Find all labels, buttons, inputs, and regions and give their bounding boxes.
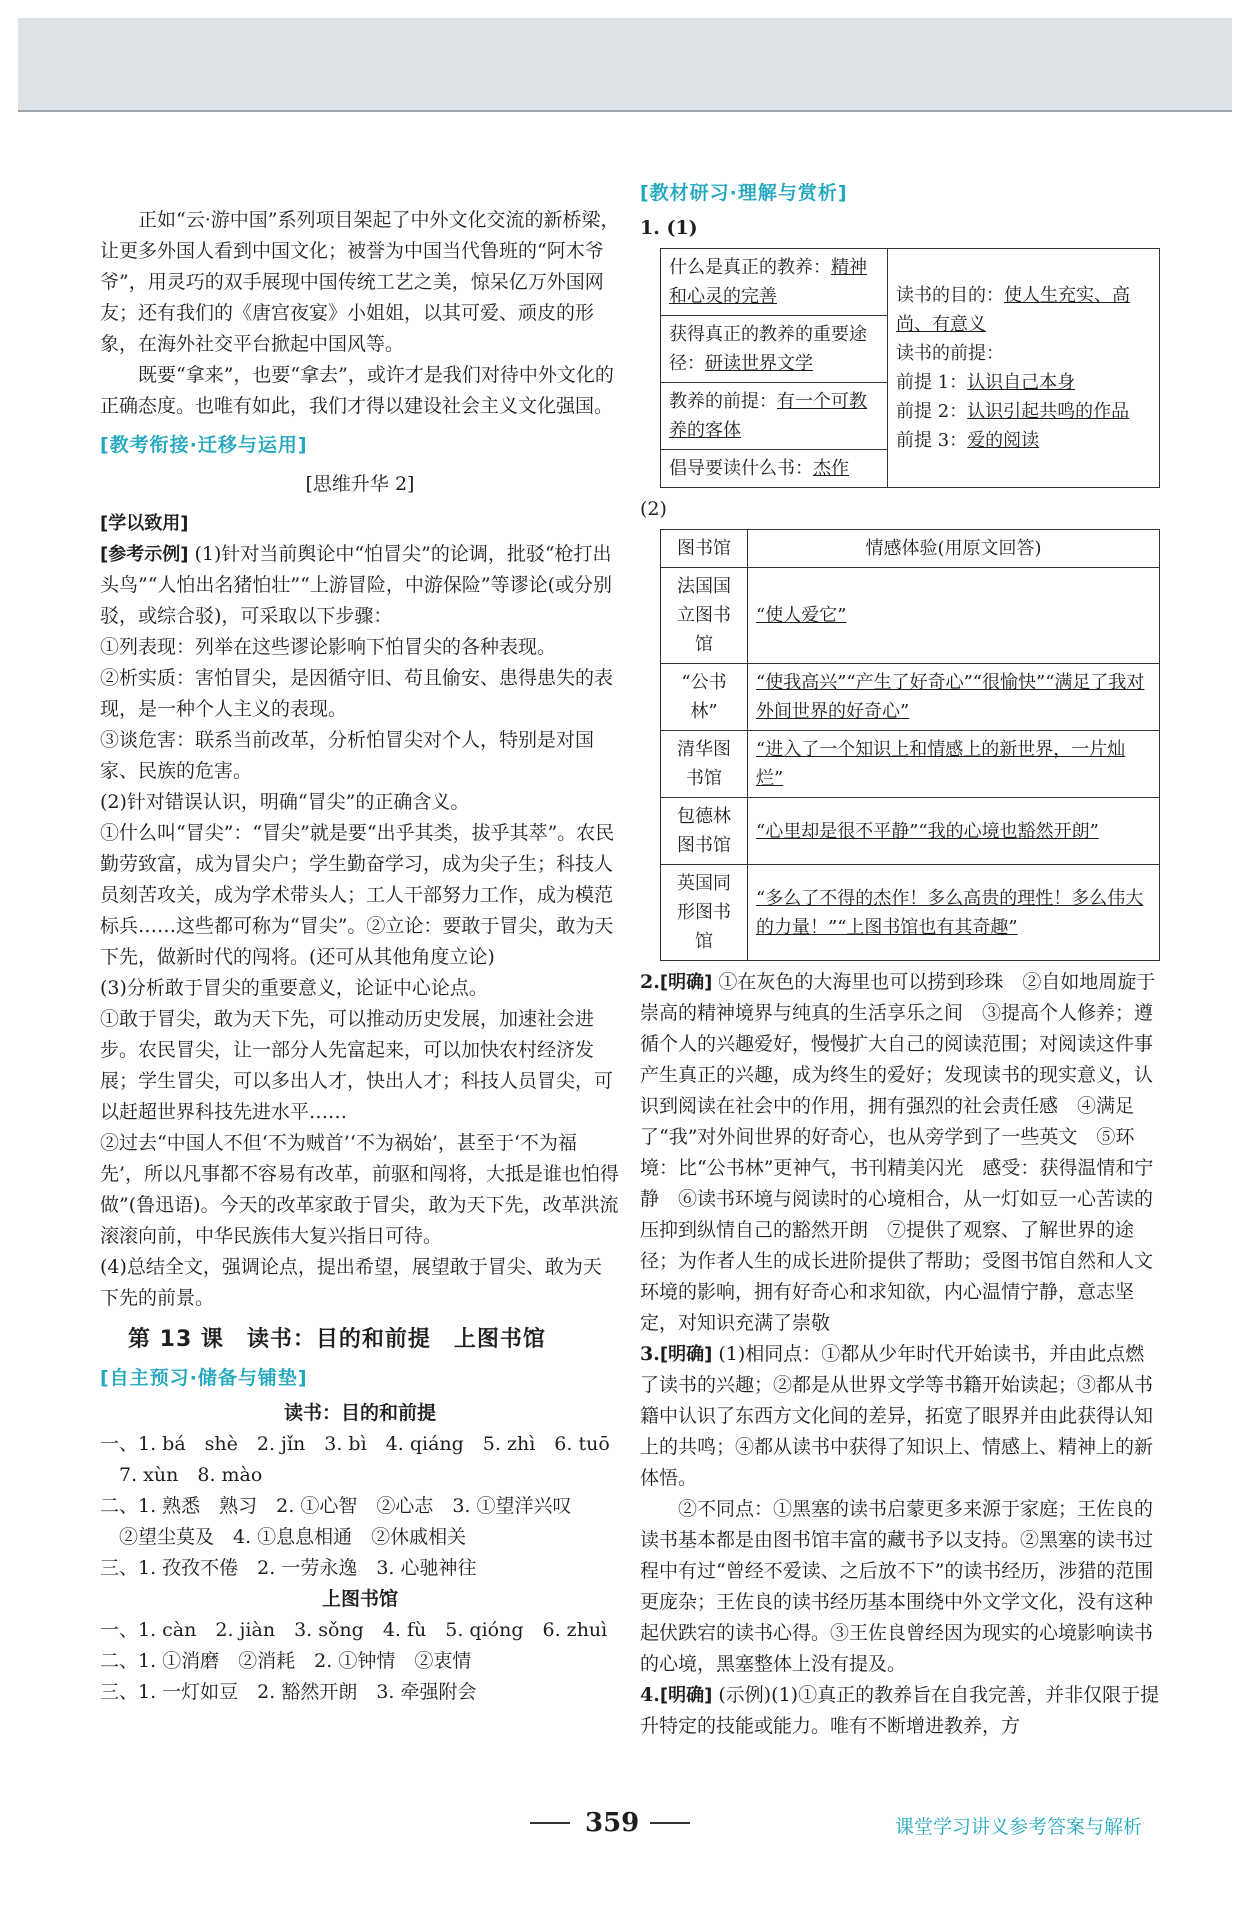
answer-line: ①敢于冒尖，敢为天下先，可以推动历史发展，加速社会进步。农民冒尖，让一部分人先富起来，可以加快农村经济发展；学生冒尖，可以多出人才，快出人才；科技人员冒尖，可以赶超世界科技先进水平…… (100, 1008, 614, 1123)
top-rule (18, 110, 1232, 112)
left-column (100, 205, 620, 1708)
lesson-title: 第 13 课 读书：目的和前提 上图书馆 (128, 1327, 546, 1352)
prep-line: 二、1. 熟悉 熟习 2. ①心智 ②心志 3. ①望洋兴叹 (100, 1495, 572, 1517)
prep-line: 三、1. 一灯如豆 2. 豁然开朗 3. 牵强附会 (100, 1681, 477, 1703)
section-heading: [教考衔接·迁移与运用] (100, 434, 308, 456)
question-label: 1. (1) (640, 217, 698, 239)
answer-line: ①列表现：列举在这些谬论影响下怕冒尖的各种表现。 (100, 636, 557, 658)
top-band (18, 18, 1232, 110)
table-row: 法国国立图书馆 “使人爱它” (661, 568, 1160, 664)
answer-line: (4)总结全文，强调论点，提出希望，展望敢于冒尖、敢为天下先的前景。 (100, 1256, 602, 1309)
prep-line: 二、1. ①消磨 ②消耗 2. ①钟情 ②衷情 (100, 1650, 472, 1672)
prep-line: 三、1. 孜孜不倦 2. 一劳永逸 3. 心驰神往 (100, 1557, 477, 1579)
question-label: (2) (640, 498, 667, 520)
table-cell: 倡导要读什么书：杰作 (661, 450, 888, 488)
book-title: 课堂学习讲义参考答案与解析 (895, 1816, 1143, 1838)
table-cell: 获得真正的教养的重要途径：研读世界文学 (661, 316, 888, 383)
sub-heading: [思维升华 2] (305, 473, 415, 495)
right-column (640, 170, 1160, 1742)
answer-4: 4.[明确] (示例)(1)①真正的教养旨在自我完善，并非仅限于提升特定的技能或能力。唯有不断增进教养，方 (640, 1684, 1160, 1737)
table-header: 情感体验(用原文回答) (748, 530, 1160, 568)
answer-line: (2)针对错误认识，明确“冒尖”的正确含义。 (100, 791, 470, 813)
prep-line: 一、1. càn 2. jiàn 3. sǒng 4. fù 5. qióng 6. zhuì (100, 1619, 608, 1641)
prep-line: ②望尘莫及 4. ①息息相通 ②休戚相关 (100, 1526, 467, 1548)
answer-3-part2: ②不同点：①黑塞的读书启蒙更多来源于家庭；王佐良的读书基本都是由图书馆丰富的藏书予以支持。②黑塞的读书过程中有过“曾经不爱读、之后放不下”的读书经历，涉猎的范围更庞杂；王佐良的读书经历基本围绕中外文学文化，没有这种起伏跌宕的读书心得。③王佐良曾经因为现实的心境影响读书的心境，黑塞整体上没有提及。 (640, 1498, 1154, 1675)
footer-dash (650, 1822, 690, 1824)
answer-line: ②析实质：害怕冒尖，是因循守旧、苟且偷安、患得患失的表现，是一种个人主义的表现。 (100, 667, 614, 720)
intro-paragraph: 既要“拿来”，也要“拿去”，或许才是我们对待中外文化的正确态度。也唯有如此，我们才得以建设社会主义文化强国。 (100, 364, 614, 417)
table-cell: 读书的目的：使人生充实、高尚、有意义 读书的前提： 前提 1：认识自己本身 前提 2：认识引起共鸣的作品 前提 3：爱的阅读 (888, 249, 1160, 488)
table-header: 图书馆 (661, 530, 748, 568)
answer-2: 2.[明确] ①在灰色的大海里也可以捞到珍珠 ②自如地周旋于崇高的精神境界与纯真的生活享乐之间 ③提高个人修养；遵循个人的兴趣爱好，慢慢扩大自己的阅读范围；对阅读这件事产生真正的兴趣，成为终生的爱好；发现读书的现实意义，认识到阅读在社会中的作用，拥有强烈的社会责任感 ④满足了“我”对外间世界的好奇心，也从旁学到了一些英文 ⑤环境：比“公书林”更神气，书刊精美闪光 感受：获得温情和宁静 ⑥读书环境与阅读时的心境相合，从一灯如豆一心苦读的压抑到纵情自己的豁然开朗 ⑦提供了观察、了解世界的途径；为作者人生的成长进阶提供了帮助；受图书馆自然和人文环境的影响，拥有好奇心和求知欲，内心温情宁静，意志坚定，对知识充满了崇敬 (640, 971, 1156, 1334)
section-heading: [教材研习·理解与赏析] (640, 182, 848, 204)
table-row: 清华图书馆 “进入了一个知识上和情感上的新世界，一片灿烂” (661, 731, 1160, 798)
reference-tag: [参考示例] (100, 544, 189, 565)
prep-line: 一、1. bá shè 2. jǐn 3. bì 4. qiáng 5. zhì 6. tuō (100, 1433, 610, 1455)
reading-purpose-table (660, 248, 1160, 488)
answer-line: ①什么叫“冒尖”：“冒尖”就是要“出乎其类，拔乎其萃”。农民勤劳致富，成为冒尖户；学生勤奋学习，成为尖子生；科技人员刻苦攻关，成为学术带头人；工人干部努力工作，成为模范标兵……这些都可称为“冒尖”。②立论：要敢于冒尖，敢为天下先，做新时代的闯将。(还可从其他角度立论) (100, 822, 615, 968)
sub-heading: 读书：目的和前提 (283, 1402, 436, 1424)
answer-3: 3.[明确] (1)相同点：①都从少年时代开始读书，并由此点燃了读书的兴趣；②都是从世界文学等书籍开始读起；③都从书籍中认识了东西方文化间的差异，拓宽了眼界并由此获得认知上的共鸣；④都从读书中获得了知识上、情感上、精神上的新体悟。 (640, 1343, 1154, 1489)
intro-paragraph: 正如“云·游中国”系列项目架起了中外文化交流的新桥梁，让更多外国人看到中国文化；被誉为中国当代鲁班的“阿木爷爷”，用灵巧的双手展现中国传统工艺之美，惊呆亿万外国网友；还有我们的《唐宫夜宴》小姐姐，以其可爱、顽皮的形象，在海外社交平台掀起中国风等。 (100, 209, 620, 355)
table-row: 英国同形图书馆 “多么了不得的杰作！多么高贵的理性！多么伟大的力量！”“上图书馆也有其奇趣” (661, 865, 1160, 961)
footer-dash (530, 1822, 570, 1824)
library-feelings-table (660, 529, 1160, 961)
answer-line: ③谈危害：联系当前改革，分析怕冒尖对个人，特别是对国家、民族的危害。 (100, 729, 595, 782)
page-number: 359 (585, 1808, 640, 1838)
table-row: 包德林图书馆 “心里却是很不平静”“我的心境也豁然开朗” (661, 798, 1160, 865)
reference-intro (100, 539, 620, 632)
answer-line: ②过去“中国人不但‘不为贼首’‘不为祸始’，甚至于‘不为福先’，所以凡事都不容易有改革，前驱和闯将，大抵是谁也怕得做”(鲁迅语)。今天的改革家敢于冒尖，敢为天下先，改革洪流滚滚向前，中华民族伟大复兴指日可待。 (100, 1132, 620, 1247)
label-xueyizhiyong: [学以致用] (100, 513, 189, 534)
table-cell: 什么是真正的教养：精神和心灵的完善 (661, 249, 888, 316)
prep-line: 7. xùn 8. mào (100, 1464, 263, 1486)
reference-body: (1)针对当前舆论中“怕冒尖”的论调，批驳“枪打出头鸟”“人怕出名猪怕壮”“上游冒险，中游保险”等谬论(或分别驳，或综合驳)，可采取以下步骤： (100, 543, 612, 627)
table-cell: 教养的前提：有一个可教养的客体 (661, 383, 888, 450)
section-heading: [自主预习·储备与铺垫] (100, 1367, 308, 1389)
answer-line: (3)分析敢于冒尖的重要意义，论证中心论点。 (100, 977, 488, 999)
sub-heading: 上图书馆 (321, 1588, 398, 1610)
table-row: “公书林” “使我高兴”“产生了好奇心”“很愉快”“满足了我对外间世界的好奇心” (661, 664, 1160, 731)
